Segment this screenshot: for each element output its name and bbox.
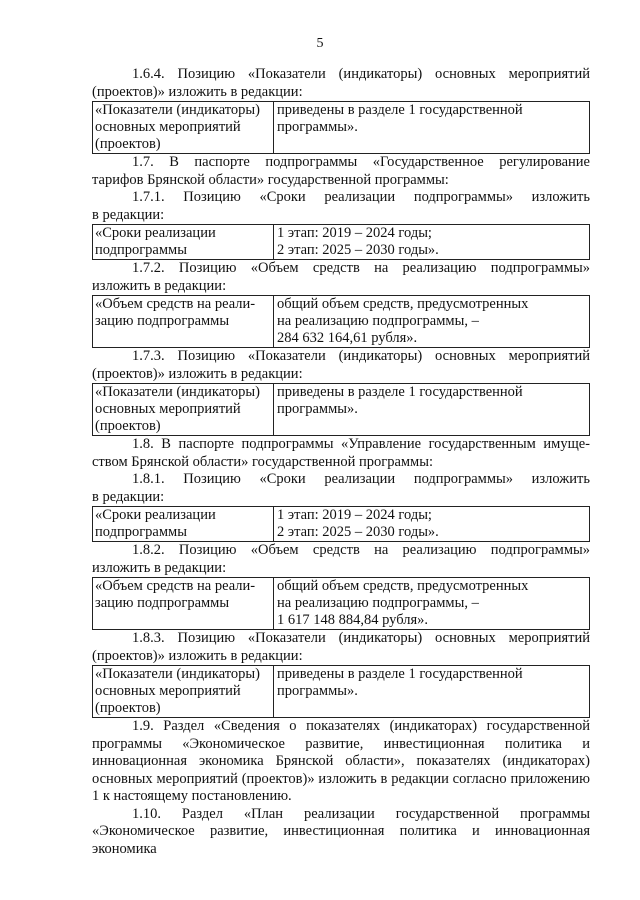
cell-line: основных мероприятий bbox=[95, 683, 241, 699]
cell-line: приведены в разделе 1 государственной bbox=[277, 384, 523, 400]
paragraph-continuation: (проектов)» изложить в редакции: bbox=[92, 647, 303, 664]
cell-line: «Сроки реализации bbox=[95, 225, 216, 241]
cell-line: «Показатели (индикаторы) bbox=[95, 102, 261, 118]
position-value-cell bbox=[274, 102, 590, 154]
position-name-cell bbox=[93, 384, 274, 436]
cell-line: «Сроки реализации bbox=[95, 507, 216, 523]
cell-line: общий объем средств, предусмотренных bbox=[277, 578, 529, 594]
cell-line: 284 632 164,61 рубля». bbox=[277, 330, 418, 346]
cell-line: «Показатели (индикаторы) bbox=[95, 666, 261, 682]
position-value-cell bbox=[274, 578, 590, 630]
page-number: 5 bbox=[316, 36, 324, 51]
cell-line: «Объем средств на реали- bbox=[95, 578, 256, 594]
paragraph-p-1-8-1 bbox=[92, 471, 590, 506]
table-row bbox=[93, 102, 590, 154]
paragraph-heading: 1.8.2. Позицию «Объем средств на реализацию подпрограммы» bbox=[132, 542, 590, 558]
paragraph-p-1-8-2 bbox=[92, 542, 590, 577]
paragraph-continuation: в редакции: bbox=[92, 488, 165, 505]
position-name-cell bbox=[93, 296, 274, 348]
position-value-cell bbox=[274, 225, 590, 260]
table-row bbox=[93, 225, 590, 260]
paragraph-heading: 1.8.3. Позицию «Показатели (индикаторы) основных мероприятий bbox=[132, 630, 590, 646]
paragraph-continuation: (проектов)» изложить в редакции: bbox=[92, 365, 303, 382]
cell-line: 1 этап: 2019 – 2024 годы; bbox=[277, 225, 432, 241]
paragraph-continuation: изложить в редакции: bbox=[92, 277, 227, 294]
paragraph-continuation: ством Брянской области» государственной программы: bbox=[92, 453, 434, 470]
paragraph-heading: 1.7. В паспорте подпрограммы «Государственное регулирование bbox=[132, 154, 590, 170]
cell-line: подпрограммы bbox=[95, 524, 187, 540]
cell-line: 1 617 148 884,84 рубля». bbox=[277, 612, 429, 628]
paragraph-p-1-7-1 bbox=[92, 189, 590, 224]
cell-line: (проектов) bbox=[95, 418, 161, 434]
paragraph-1-9: 1.9. Раздел «Сведения о показателях (индикаторах) государственной программы «Экономическое развитие, инвестиционная политика и инновационная экономика Брянской области», показателях (индикаторах) основных мероприятий (проектов)» изложить в редакции согласно приложению 1 к настоящему постановлению. bbox=[92, 718, 590, 804]
cell-line: основных мероприятий bbox=[95, 119, 241, 135]
cell-line: программы». bbox=[277, 119, 358, 135]
cell-line: 2 этап: 2025 – 2030 годы». bbox=[277, 524, 439, 540]
cell-line: зацию подпрограммы bbox=[95, 313, 230, 329]
table-row bbox=[93, 384, 590, 436]
table-row bbox=[93, 578, 590, 630]
passport-table bbox=[92, 101, 590, 154]
paragraph-heading: 1.8. В паспорте подпрограммы «Управление государственным имуще- bbox=[132, 436, 590, 452]
cell-line: (проектов) bbox=[95, 136, 161, 152]
cell-line: приведены в разделе 1 государственной bbox=[277, 666, 523, 682]
cell-line: приведены в разделе 1 государственной bbox=[277, 102, 523, 118]
paragraph-continuation: в редакции: bbox=[92, 206, 165, 223]
cell-line: основных мероприятий bbox=[95, 401, 241, 417]
paragraph-p-1-6-4 bbox=[92, 66, 590, 101]
paragraph-p-1-7-2 bbox=[92, 260, 590, 295]
paragraph-continuation: тарифов Брянской области» государственной программы: bbox=[92, 171, 449, 188]
passport-table bbox=[92, 506, 590, 542]
table-row bbox=[93, 296, 590, 348]
paragraph-heading: 1.7.1. Позицию «Сроки реализации подпрограммы» изложить bbox=[132, 189, 590, 205]
cell-line: зацию подпрограммы bbox=[95, 595, 230, 611]
position-name-cell bbox=[93, 225, 274, 260]
passport-table bbox=[92, 224, 590, 260]
passport-table bbox=[92, 295, 590, 348]
cell-line: 2 этап: 2025 – 2030 годы». bbox=[277, 242, 439, 258]
paragraph-p-1-7 bbox=[92, 154, 590, 189]
document-body bbox=[92, 66, 590, 858]
cell-line: на реализацию подпрограммы, – bbox=[277, 595, 479, 611]
paragraph-continuation: изложить в редакции: bbox=[92, 559, 227, 576]
cell-line: общий объем средств, предусмотренных bbox=[277, 296, 529, 312]
passport-table bbox=[92, 665, 590, 718]
cell-line: подпрограммы bbox=[95, 242, 187, 258]
position-name-cell bbox=[93, 666, 274, 718]
paragraph-heading: 1.6.4. Позицию «Показатели (индикаторы) основных мероприятий bbox=[132, 66, 590, 82]
cell-line: на реализацию подпрограммы, – bbox=[277, 313, 479, 329]
cell-line: «Объем средств на реали- bbox=[95, 296, 256, 312]
cell-line: 1 этап: 2019 – 2024 годы; bbox=[277, 507, 432, 523]
paragraph-heading: 1.8.1. Позицию «Сроки реализации подпрограммы» изложить bbox=[132, 471, 590, 487]
table-row bbox=[93, 507, 590, 542]
cell-line: «Показатели (индикаторы) bbox=[95, 384, 261, 400]
passport-table bbox=[92, 577, 590, 630]
table-row bbox=[93, 666, 590, 718]
paragraph-p-1-8 bbox=[92, 436, 590, 471]
paragraph-continuation: (проектов)» изложить в редакции: bbox=[92, 83, 303, 100]
position-name-cell bbox=[93, 578, 274, 630]
paragraph-heading: 1.7.2. Позицию «Объем средств на реализацию подпрограммы» bbox=[132, 260, 590, 276]
cell-line: программы». bbox=[277, 401, 358, 417]
cell-line: программы». bbox=[277, 683, 358, 699]
paragraph-p-1-7-3 bbox=[92, 348, 590, 383]
position-name-cell bbox=[93, 507, 274, 542]
paragraph-heading: 1.7.3. Позицию «Показатели (индикаторы) основных мероприятий bbox=[132, 348, 590, 364]
cell-line: (проектов) bbox=[95, 700, 161, 716]
position-value-cell bbox=[274, 384, 590, 436]
position-value-cell bbox=[274, 296, 590, 348]
passport-table bbox=[92, 383, 590, 436]
paragraph-1-10: 1.10. Раздел «План реализации государственной программы «Экономическое развитие, инвестиционная политика и инновационная экономика bbox=[92, 805, 590, 857]
position-value-cell bbox=[274, 666, 590, 718]
paragraph-p-1-8-3 bbox=[92, 630, 590, 665]
position-name-cell bbox=[93, 102, 274, 154]
position-value-cell bbox=[274, 507, 590, 542]
